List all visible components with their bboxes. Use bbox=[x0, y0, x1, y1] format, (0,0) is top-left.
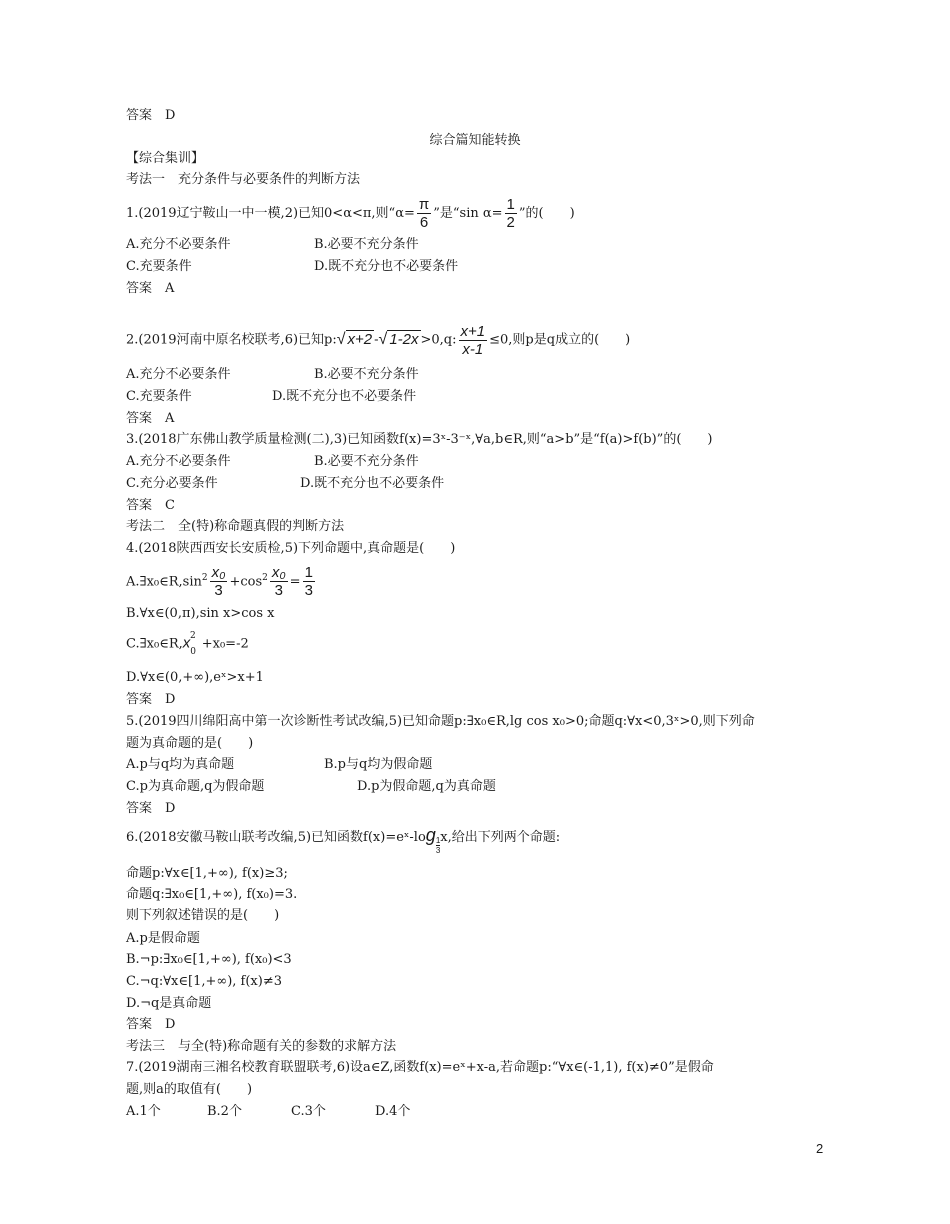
q6-answer: 答案 D bbox=[126, 1017, 176, 1032]
question-5-line-2: 题为真命题的是( ) bbox=[126, 736, 254, 751]
q2-option-b: B.必要不充分条件 bbox=[314, 367, 419, 382]
question-2: 2.(2019河南中原名校联考,6)已知p:√ x+2 -√ 1-2x >0,q: $\frac{x+1}{x-1}$ ≤0,则p是q成立的( ) bbox=[126, 322, 631, 358]
q3-answer: 答案 C bbox=[126, 498, 175, 513]
page-number: 2 bbox=[816, 1141, 824, 1156]
q5-option-a: A.p与q均为真命题 bbox=[126, 757, 235, 772]
sqrt-1-minus-2x: √ 1-2x bbox=[378, 331, 419, 348]
method-3-heading: 考法三 与全(特)称命题有关的参数的求解方法 bbox=[126, 1039, 397, 1054]
q1-option-c: C.充要条件 bbox=[126, 259, 192, 274]
fraction-1-over-3: $\frac{1}{3}$ bbox=[304, 564, 313, 600]
q4-option-d: D.∀x∈(0,+∞),eˣ>x+1 bbox=[126, 670, 264, 685]
q7-option-c: C.3个 bbox=[291, 1104, 326, 1119]
q4-option-b: B.∀x∈(0,π),sin x>cos x bbox=[126, 606, 275, 621]
q2-option-a: A.充分不必要条件 bbox=[126, 367, 231, 382]
q3-options-row-1 bbox=[126, 454, 419, 470]
question-6-ask: 则下列叙述错误的是( ) bbox=[126, 908, 280, 923]
fraction-1-2: $\frac{1}{2}$ bbox=[506, 196, 515, 231]
question-7-line-1: 7.(2019湖南三湘名校教育联盟联考,6)设a∈Z,函数f(x)=eˣ+x-a,若命题p:“∀x∈(-1,1), f(x)≠0”是假命 bbox=[126, 1060, 714, 1075]
q1-answer: 答案 A bbox=[126, 281, 175, 296]
q7-options bbox=[126, 1104, 410, 1120]
q5-answer: 答案 D bbox=[126, 801, 176, 816]
q7-option-b: B.2个 bbox=[207, 1104, 242, 1119]
q2-answer: 答案 A bbox=[126, 411, 175, 426]
q1-option-a: A.充分不必要条件 bbox=[126, 237, 231, 252]
q1-option-d: D.既不充分也不必要条件 bbox=[314, 259, 459, 274]
method-2-heading: 考法二 全(特)称命题真假的判断方法 bbox=[126, 519, 345, 534]
q6-option-b: B.¬p:∃x₀∈[1,+∞), f(x₀)<3 bbox=[126, 952, 292, 967]
q3-option-d: D.既不充分也不必要条件 bbox=[300, 476, 445, 491]
q4-option-c: $C.\exists x_0\in R,x_0^2+x_0=-2$ bbox=[126, 631, 249, 657]
sqrt-x-plus-2: √ x+2 bbox=[336, 331, 373, 348]
q1-options-row-2 bbox=[126, 259, 458, 275]
q3-option-a: A.充分不必要条件 bbox=[126, 454, 231, 469]
q2-option-c: C.充要条件 bbox=[126, 389, 192, 404]
fraction-x0-over-3: $\frac{\text{x₀}}{3}$ bbox=[211, 564, 226, 600]
q1-options-row-1 bbox=[126, 237, 419, 253]
q6-option-c: C.¬q:∀x∈[1,+∞), f(x)≠3 bbox=[126, 974, 282, 989]
prev-answer: 答案 D bbox=[126, 108, 176, 123]
q4-option-a: $A.\exists x_0\in R,\sin^2$ $\frac{\text{x₀}}{3}$ $+\cos^2$ $\frac{\text{x₀}}{3}$ = $\frac{1}{3}$ bbox=[126, 564, 313, 600]
q4-answer: 答案 D bbox=[126, 692, 176, 707]
question-4: 4.(2018陕西西安长安质检,5)下列命题中,真命题是( ) bbox=[126, 541, 456, 556]
q6-option-a: A.p是假命题 bbox=[126, 931, 200, 946]
q3-options-row-2 bbox=[126, 476, 444, 492]
proposition-p: 命题p:∀x∈[1,+∞), f(x)≥3; bbox=[126, 866, 288, 881]
collection-header: 【综合集训】 bbox=[126, 151, 205, 166]
question-1: 1.(2019辽宁鞍山一中一模,2)已知0<α<π,则“α= $\frac{\pi}{6}$ ”是“sin α= $\frac{1}{2}$ ”的( ) bbox=[126, 196, 575, 231]
proposition-q: 命题q:∃x₀∈[1,+∞), f(x₀)=3. bbox=[126, 887, 298, 902]
q6-option-d: D.¬q是真命题 bbox=[126, 996, 212, 1011]
method-1-heading: 考法一 充分条件与必要条件的判断方法 bbox=[126, 172, 361, 187]
q7-option-a: A.1个 bbox=[126, 1104, 161, 1119]
q3-option-c: C.充分必要条件 bbox=[126, 476, 218, 491]
q5-option-c: C.p为真命题,q为假命题 bbox=[126, 779, 265, 794]
section-title: 综合篇知能转换 bbox=[429, 133, 521, 148]
q1-option-b: B.必要不充分条件 bbox=[314, 237, 419, 252]
q5-options-row-2 bbox=[126, 779, 496, 795]
question-5-line-1: 5.(2019四川绵阳高中第一次诊断性考试改编,5)已知命题p:∃x₀∈R,lg cos x₀>0;命题q:∀x<0,3ˣ>0,则下列命 bbox=[126, 714, 755, 729]
q3-option-b: B.必要不充分条件 bbox=[314, 454, 419, 469]
q2-option-d: D.既不充分也不必要条件 bbox=[272, 389, 417, 404]
fraction-pi-6: $\frac{\pi}{6}$ bbox=[418, 196, 430, 231]
q5-option-d: D.p为假命题,q为真命题 bbox=[357, 779, 496, 794]
question-3: 3.(2018广东佛山教学质量检测(二),3)已知函数f(x)=3ˣ-3⁻ˣ,∀a,b∈R,则“a>b”是“f(a)>f(b)”的( ) bbox=[126, 432, 713, 447]
q2-options-row-2 bbox=[126, 389, 416, 405]
fraction-x-plus-1-over-x-minus-1: $\frac{x+1}{x-1}$ bbox=[460, 322, 486, 358]
q5-options-row-1 bbox=[126, 757, 432, 773]
fraction-x0-over-3-b: $\frac{\text{x₀}}{3}$ bbox=[271, 564, 286, 600]
q5-option-b: B.p与q均为假命题 bbox=[324, 757, 433, 772]
q7-option-d: D.4个 bbox=[375, 1104, 411, 1119]
q2-options-row-1 bbox=[126, 367, 419, 383]
question-6: 6.(2018安徽马鞍山联考改编,5)已知函数f(x)=eˣ-log $\frac{1}{3}$ x,给出下列两个命题: bbox=[126, 825, 561, 855]
question-7-line-2: 题,则a的取值有( ) bbox=[126, 1082, 253, 1097]
